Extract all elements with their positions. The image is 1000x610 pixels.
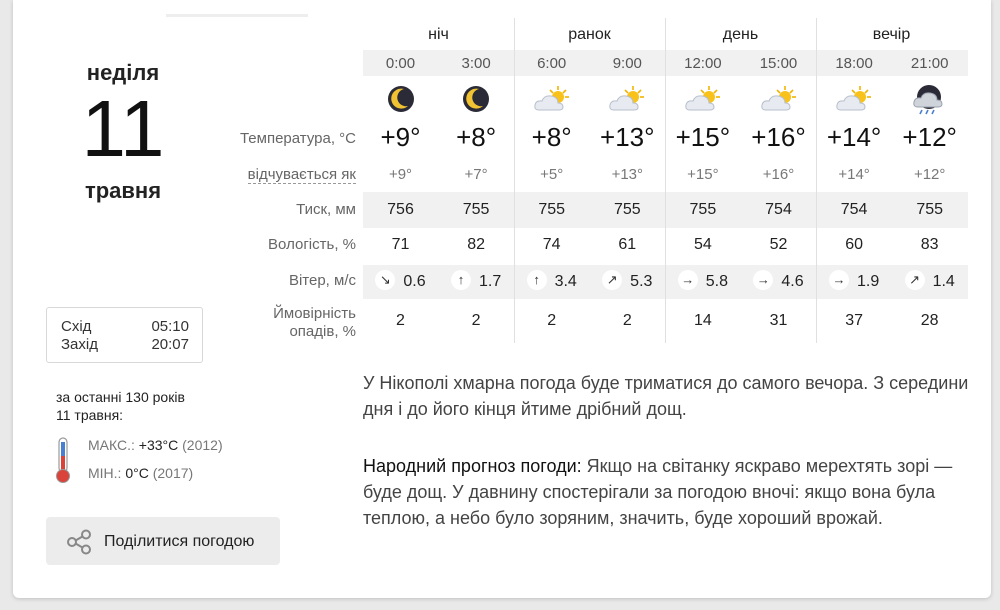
label-temperature: Температура, °C [239,130,356,147]
hour-weather-icon [817,84,892,118]
wind-speed: 4.6 [781,273,804,291]
hour-temperature: +16° [751,122,806,152]
period-night: ніч [428,26,449,43]
hour-humidity: 60 [845,236,863,253]
label-precipitation [273,305,356,341]
label-wind: Вітер, м/с [288,272,356,289]
share-icon [66,529,92,555]
sunrise-row [61,318,189,335]
history-line2: 11 травня: [56,407,124,423]
sunset-time: 20:07 [151,336,189,353]
wind-direction-icon: ↑ [527,270,547,290]
hour-weather-icon [363,84,438,118]
sun-cloud-icon [606,101,648,118]
hour-temperature: +13° [600,122,655,152]
forecast-description: У Нікополі хмарна погода буде триматися до самого вечора. З середини дня і до його кінця йтиме дрібний дощ. [363,373,969,419]
wind-speed: 1.7 [478,273,502,291]
history-max-year: (2012) [182,437,223,453]
history-max-value: +33°C [138,437,179,453]
folk-forecast [363,453,973,531]
period-day: день [722,26,759,43]
hour-pressure: 755 [689,201,717,218]
hour-wind [514,272,589,292]
moon-cloud-rain-icon [911,103,949,120]
hour-wind [590,272,665,292]
hour-precipitation: 28 [920,312,939,329]
wind-direction-icon: → [753,270,773,290]
sun-cloud-icon [682,101,724,118]
sunrise-time: 05:10 [151,318,189,335]
wind-direction-icon: → [678,270,698,290]
wind-speed: 5.8 [705,273,729,291]
wind-speed: 0.6 [403,273,426,291]
hour-weather-icon [665,84,740,118]
hour-humidity: 82 [467,236,485,253]
hour-weather-icon [741,84,816,118]
history-min-label: МІН.: [88,465,122,481]
hour-pressure: 754 [765,201,792,218]
hour-pressure: 755 [462,201,490,218]
hour-precipitation: 37 [845,312,863,329]
hour-feels-like: +13° [611,166,644,183]
sun-cloud-icon [833,101,875,118]
history-min [88,465,193,481]
history-max [88,437,223,453]
history-min-year: (2017) [152,465,194,481]
hour-weather-icon [439,84,514,118]
hour-precipitation: 2 [396,312,405,329]
hour-humidity: 61 [618,236,637,253]
hour-temperature: +8° [456,122,497,152]
sunrise-label: Схід [61,318,92,335]
history-max-label: МАКС.: [88,437,135,453]
folk-forecast-text: Якщо на світанку яскраво мерехтять зорі — буде дощ. У давнину спостерігали за погодою вночі: якщо вона була теплою, а небо було зоряним, значить, буде хороший врожай. [363,456,953,528]
period-evening: вечір [872,26,911,43]
hour-temperature: +14° [826,122,882,152]
hour-wind [363,272,438,292]
sunset-row [61,336,189,353]
history-line1: за останні 130 років [56,389,185,405]
hour-weather-icon [590,84,665,118]
history-min-value: 0°C [125,465,149,481]
hour-time: 21:00 [910,55,949,72]
share-button-label: Поділитися погодою [104,533,255,550]
wind-speed: 1.4 [932,273,955,291]
hour-feels-like: +12° [913,166,946,183]
hour-temperature: +12° [902,122,957,152]
label-feels-like[interactable] [248,166,356,183]
sun-cloud-icon [758,101,800,118]
day-header [33,60,213,204]
hour-pressure: 754 [840,201,868,218]
thermometer-icon [55,436,71,484]
wind-speed: 1.9 [856,273,880,291]
label-feels-like-text: відчувається як [247,166,356,183]
moon-clear-icon [459,101,493,118]
hour-pressure: 755 [613,201,641,218]
label-precip-line2: опадів, % [289,323,356,340]
hour-temperature: +8° [531,122,572,152]
wind-direction-icon: ↘ [375,270,395,290]
hour-feels-like: +16° [762,166,795,183]
hour-weather-icon [892,84,967,118]
wind-direction-icon: → [829,270,849,290]
hour-time: 6:00 [537,55,567,72]
wind-speed: 5.3 [630,273,653,291]
hour-weather-icon [514,84,589,118]
hour-feels-like: +5° [540,166,564,183]
hour-humidity: 54 [693,236,712,253]
hour-time: 15:00 [759,55,798,72]
hour-wind [439,272,514,292]
sun-cloud-icon [531,101,573,118]
hour-humidity: 83 [920,236,939,253]
hour-time: 18:00 [835,55,873,72]
hour-humidity: 71 [391,236,410,253]
sunrise-sunset-box [46,307,203,363]
hour-time: 3:00 [461,55,491,72]
hour-pressure: 755 [538,201,566,218]
hour-feels-like: +7° [464,166,488,183]
wind-direction-icon: ↗ [602,270,622,290]
wind-direction-icon: ↗ [905,270,925,290]
hour-time: 9:00 [612,55,642,72]
hour-time: 12:00 [684,55,722,72]
hour-precipitation: 2 [547,312,557,329]
hour-humidity: 52 [769,236,788,253]
hour-temperature: +15° [675,122,731,152]
day-name: неділя [86,60,160,85]
hour-pressure: 756 [387,201,414,218]
hour-feels-like: +9° [388,166,413,183]
month-name: травня [84,178,162,203]
sunset-label: Захід [61,336,98,353]
hour-precipitation: 14 [693,312,712,329]
wind-speed: 3.4 [554,273,577,291]
hour-time: 0:00 [385,55,416,72]
hour-pressure: 755 [916,201,944,218]
hour-precipitation: 31 [769,312,788,329]
folk-forecast-heading: Народний прогноз погоди: [363,456,582,476]
wind-direction-icon: ↑ [451,270,471,290]
hour-wind [665,272,740,292]
hour-wind [892,272,967,292]
hour-feels-like: +14° [838,166,870,183]
period-morning: ранок [568,26,611,43]
hour-feels-like: +15° [687,166,719,183]
hour-temperature: +9° [380,122,421,152]
hour-precipitation: 2 [622,312,632,329]
hour-wind [741,272,816,292]
hour-precipitation: 2 [471,312,481,329]
moon-clear-icon [384,101,418,118]
top-divider [166,14,308,17]
label-pressure: Тиск, мм [296,201,356,218]
label-humidity: Вологість, % [268,236,356,253]
day-number: 11 [81,84,165,173]
hour-humidity: 74 [542,236,561,253]
share-weather-button[interactable] [46,517,280,565]
history-heading [56,388,185,424]
hour-wind [817,272,892,292]
label-precip-line1: Ймовірність [273,305,356,322]
